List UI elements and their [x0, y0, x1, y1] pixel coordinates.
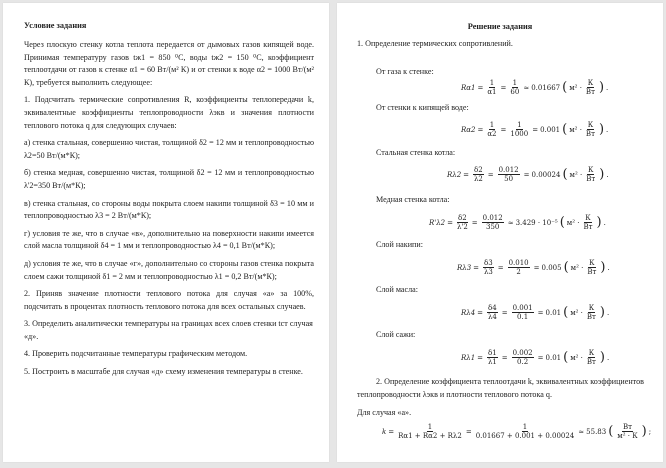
page-task: [3, 3, 329, 462]
formula-k: k = $\frac{1}{R\alpha 1 + R\alpha 2 + R\lambda 2}$ = $\frac{1}{0.01667 + 0.001 + 0.00024}$ ≈ 55.83 ( Вт м² · К ) ;: [382, 423, 652, 440]
unit-num: К: [587, 79, 594, 87]
denominator: 0.01667 + 0.001 + 0.00024: [475, 432, 575, 440]
denominator: 2: [516, 268, 521, 276]
paragraph: теплопроводности λэкв и плотности теплового потока q.: [357, 390, 552, 399]
formula-label: От газа к стенке:: [376, 67, 434, 76]
denominator: 1000: [510, 130, 529, 138]
unit-den: Вт: [587, 268, 597, 276]
formula-resistance: Rλ1 = $\frac{\delta 1}{\lambda 1}$ = $\frac{0.002}{0.2}$ = 0.01 ( м² · К Вт ) .: [461, 349, 610, 366]
paragraph: 5. Построить в масштабе для случая «д» схему изменения температуры в стенке.: [24, 367, 303, 377]
paragraph: 4. Проверить подсчитанные температуры графическим методом.: [24, 349, 248, 359]
formula-lhs: Rα1: [461, 83, 476, 92]
paragraph: 1. Подсчитать термические сопротивления R, коэффициенты теплопередачи k, эквивалентные коэффициенты теплопроводности λэкв и значения плотности теплового потока q для следующих случаев:: [24, 95, 314, 130]
unit-prefix: м² ·: [570, 353, 583, 362]
result: 0.01: [545, 308, 562, 317]
denominator: 0.1: [517, 313, 529, 321]
task-body: [24, 39, 314, 384]
formula-label: Медная стенка котла:: [376, 195, 450, 204]
unit-num: Вт: [622, 423, 632, 431]
numerator: δ2: [458, 214, 467, 222]
formula-resistance: R'λ2 = $\frac{\delta 2}{\lambda'2}$ = $\frac{0.012}{350}$ ≈ 3.429 · 10⁻⁵ ( м² · К Вт ) .: [429, 214, 606, 231]
paragraph: в) стенка стальная, со стороны воды покрыта слоем накипи толщиной δ3 = 10 мм и теплопроводностью λ3 = 2 Вт/(м*К);: [24, 198, 314, 221]
formula-resistance: Rα1 = $\frac{1}{\alpha 1}$ = $\frac{1}{60}$ ≈ 0.01667 ( м² · К Вт ) .: [461, 79, 609, 96]
result: 0.005: [541, 263, 562, 272]
unit-num: К: [588, 304, 595, 312]
formula-lhs: R'λ2: [429, 218, 446, 227]
result: 0.01667: [531, 83, 561, 92]
paragraph: Для случая «а».: [357, 408, 412, 417]
numerator: 0.010: [508, 259, 529, 267]
unit-den: Вт: [586, 175, 596, 183]
denominator: 50: [504, 175, 514, 183]
formula-lhs: k: [382, 427, 387, 436]
formula-label: Стальная стенка котла:: [376, 148, 456, 157]
formula-label: Слой масла:: [376, 285, 418, 294]
formula-label: От стенки к кипящей воде:: [376, 103, 469, 112]
unit-num: К: [588, 166, 594, 174]
paragraph: б) стенка медная, совершенно чистая, толщиной δ2 = 12 мм и теплопроводностью λ'2=350 Вт/(м*К);: [24, 168, 314, 190]
result: 3.429 · 10⁻⁵: [515, 218, 558, 227]
operator: =: [537, 308, 544, 317]
formula-lhs: Rλ3: [457, 263, 472, 272]
denominator: λ1: [487, 358, 497, 366]
unit-prefix: м² ·: [570, 308, 583, 317]
result: 0.01: [545, 353, 562, 362]
numerator: δ1: [488, 349, 497, 357]
denominator: λ'2: [456, 223, 468, 231]
denominator: λ2: [473, 175, 483, 183]
numerator: 1: [489, 79, 495, 87]
numerator: 0.002: [512, 349, 533, 357]
unit-num: К: [585, 214, 591, 222]
denominator: λ3: [483, 268, 493, 276]
unit-den: Вт: [583, 223, 593, 231]
unit-num: К: [588, 349, 595, 357]
formula-resistance: Rλ3 = $\frac{\delta 3}{\lambda 3}$ = $\frac{0.010}{2}$ = 0.005 ( м² · К Вт ) .: [457, 259, 610, 276]
result: 55.83: [586, 427, 607, 436]
formula-resistance: Rλ4 = $\frac{\delta 4}{\lambda 4}$ = $\frac{0.001}{0.1}$ = 0.01 ( м² · К Вт ) .: [461, 304, 610, 321]
formula-lhs: Rλ2: [447, 170, 462, 179]
unit-den: Вт: [585, 88, 595, 96]
paragraph: Через плоскую стенку котла теплота передается от дымовых газов кипящей воде. Принимая температуру газов tж1 = 850 ⁰С, воды tж2 = 150 ⁰С, коэффициент теплоотдачи от газов к стенке α1 = 60 Вт/(м² К) и от стенки к воде α2 = 1000 Вт/(м² К), требуется выполнить следующее:: [24, 40, 314, 87]
page-solution: [337, 3, 663, 462]
formula-resistance: Rλ2 = $\frac{\delta 2}{\lambda 2}$ = $\frac{0.012}{50}$ = 0.00024 ( м² · К Вт ) .: [447, 166, 609, 183]
operator: ≈: [523, 83, 530, 92]
numerator: δ2: [474, 166, 483, 174]
paragraph: 3. Определить аналитически температуры на границах всех слоев стенки tст случая «д».: [24, 319, 313, 341]
denominator: Rα1 + Rα2 + Rλ2: [398, 432, 462, 440]
numerator: δ4: [488, 304, 497, 312]
unit-prefix: м² ·: [569, 125, 582, 134]
unit-den: м² · К: [617, 432, 638, 440]
task-title: Условие задания: [24, 21, 87, 30]
unit-den: Вт: [586, 313, 596, 321]
numerator: 1: [489, 121, 495, 129]
unit-num: К: [587, 121, 594, 129]
section-heading: 2. Определение коэффициента теплоотдачи k, эквивалентных коэффициентов: [376, 377, 644, 386]
denominator: α2: [487, 130, 497, 138]
paragraph: 2. Приняв значение плотности теплового потока для случая «а» за 100%, подсчитать в процентах плотность теплового потока для всех остальных случаев.: [24, 289, 314, 311]
unit-num: К: [589, 259, 595, 267]
denominator: 0.2: [517, 358, 529, 366]
formula-lhs: Rλ1: [461, 353, 476, 362]
unit-prefix: м² ·: [566, 218, 580, 227]
formula-lhs: Rλ4: [461, 308, 476, 317]
unit-den: Вт: [585, 130, 595, 138]
operator: ≈: [507, 218, 514, 227]
unit-prefix: м² ·: [569, 170, 583, 179]
formula-label: Слой сажи:: [376, 330, 416, 339]
operator: =: [532, 125, 539, 134]
denominator: 60: [510, 88, 520, 96]
result: 0.00024: [531, 170, 561, 179]
numerator: δ3: [484, 259, 493, 267]
operator: =: [523, 170, 530, 179]
solution-title: Решение задания: [467, 22, 533, 31]
operator: =: [533, 263, 540, 272]
operator: =: [537, 353, 544, 362]
section-heading: 1. Определение термических сопротивлений.: [357, 39, 513, 48]
numerator: 1: [512, 79, 518, 87]
denominator: 350: [486, 223, 500, 231]
unit-prefix: м² ·: [569, 83, 582, 92]
numerator: 1: [522, 423, 528, 431]
denominator: λ4: [487, 313, 497, 321]
formula-lhs: Rα2: [461, 125, 476, 134]
numerator: 0.012: [482, 214, 503, 222]
paragraph: а) стенка стальная, совершенно чистая, толщиной δ2 = 12 мм и теплопроводностью λ2=50 Вт/(м*К);: [24, 138, 314, 160]
numerator: 0.001: [512, 304, 533, 312]
formula-label: Слой накипи:: [376, 240, 423, 249]
numerator: 0.012: [498, 166, 519, 174]
unit-den: Вт: [586, 358, 596, 366]
numerator: 1: [517, 121, 522, 129]
denominator: α1: [487, 88, 497, 96]
formula-resistance: Rα2 = $\frac{1}{\alpha 2}$ = $\frac{1}{1000}$ = 0.001 ( м² · К Вт ) .: [461, 121, 609, 138]
paragraph: д) условия те же, что в случае «г», дополнительно со стороны газов стенка покрыта слоем сажи толщиной δ1 = 2 мм и теплопроводностью λ1 = 0,2 Вт/(м*К);: [24, 258, 314, 281]
numerator: 1: [427, 423, 433, 431]
unit-prefix: м² ·: [570, 263, 584, 272]
paragraph: г) условия те же, что в случае «в», дополнительно на поверхности накипи имеется слой масла толщиной δ4 = 1 мм и теплопроводностью λ4 = 0,1 Вт/(м*К);: [24, 228, 314, 251]
result: 0.001: [540, 125, 561, 134]
